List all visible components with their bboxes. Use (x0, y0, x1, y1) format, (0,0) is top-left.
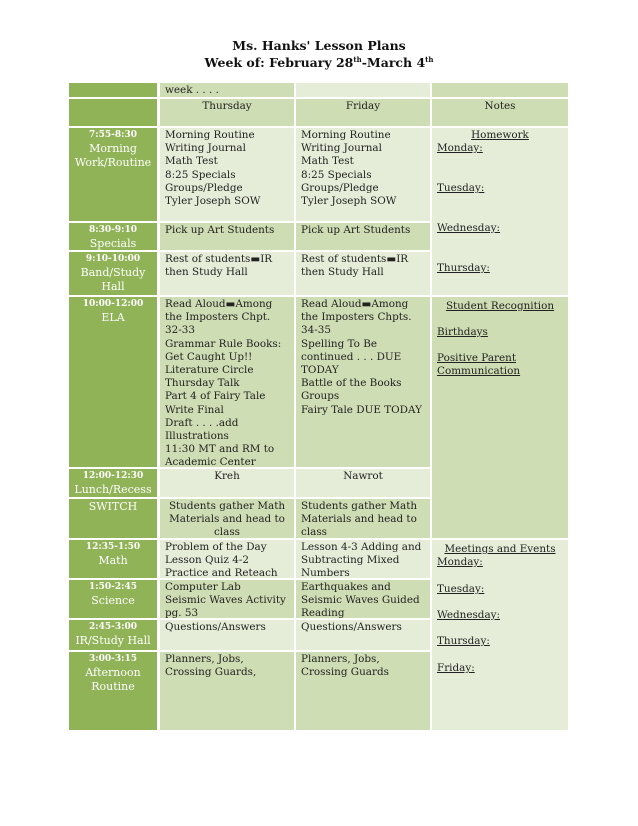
meetings-day: Thursday: (437, 635, 490, 647)
thursday-plan-cell: Rest of students▬IR then Study Hall (160, 252, 294, 295)
friday-plan-cell: Questions/Answers (296, 620, 430, 650)
recognition-item: Positive Parent Communication (437, 352, 521, 378)
thursday-plan-cell: Questions/Answers (160, 620, 294, 650)
friday-plan-cell: Morning Routine Writing Journal Math Test 8:25 Specials Groups/Pledge Tyler Joseph SOW (296, 128, 430, 221)
slot-label: Lunch/Recess (74, 483, 152, 496)
friday-plan-cell: Pick up Art Students (296, 223, 430, 250)
page-title: Ms. Hanks' Lesson Plans (232, 38, 406, 53)
time-slot-cell (69, 620, 157, 650)
thursday-plan-cell: Kreh (160, 469, 294, 497)
recognition-heading: Student Recognition (445, 300, 555, 312)
friday-plan-cell: Read Aloud▬Among the Imposters Chpts. 34-35 Spelling To Be continued . . . DUE TODAY Battle of the Books Groups Fairy Tale DUE TODAY (296, 297, 430, 467)
thursday-plan-cell: Pick up Art Students (160, 223, 294, 250)
time-range: 9:10-10:00 (85, 254, 141, 264)
time-slot-cell (69, 580, 157, 618)
slot-label: Morning Work/Routine (74, 142, 152, 169)
slot-label: ELA (101, 311, 125, 324)
header-friday: Friday (296, 99, 430, 126)
thursday-plan-cell: Problem of the Day Lesson Quiz 4-2 Practice and Reteach (160, 540, 294, 578)
thursday-plan-cell: Planners, Jobs, Crossing Guards, (160, 652, 294, 730)
notes-homework (432, 128, 568, 295)
corner-cell (69, 83, 157, 97)
week-end: -March 4 (361, 55, 426, 71)
friday-plan-cell: Rest of students▬IR then Study Hall (296, 252, 430, 295)
header-time (69, 99, 157, 126)
time-range: 2:45-3:00 (89, 622, 137, 632)
time-range: 8:30-9:10 (89, 225, 137, 235)
top-note-thursday: week . . . . (160, 83, 294, 97)
time-range: 12:35-1:50 (85, 542, 141, 552)
thursday-plan-cell: Read Aloud▬Among the Imposters Chpt. 32-33 Grammar Rule Books: Get Caught Up!! Literature Circle Thursday Talk Part 4 of Fairy Tale Write Final Draft . . . .add Illustrations 11:30 MT and RM to Academic Center (160, 297, 294, 467)
friday-plan-cell: Nawrot (296, 469, 430, 497)
time-slot-cell (69, 499, 157, 538)
time-slot-cell (69, 652, 157, 730)
time-slot-cell (69, 297, 157, 467)
slot-label: IR/Study Hall (75, 634, 151, 647)
top-note-friday (296, 83, 430, 97)
notes-meetings (432, 540, 568, 730)
time-range: 7:55-8:30 (89, 130, 137, 140)
homework-day: Thursday: (437, 262, 490, 274)
homework-day: Wednesday: (437, 222, 501, 234)
recognition-item: Birthdays (437, 326, 488, 338)
week-of (0, 55, 638, 70)
time-slot-cell (69, 128, 157, 221)
meetings-day: Friday: (437, 662, 475, 674)
meetings-day: Wednesday: (437, 609, 501, 621)
slot-label: Band/Study Hall (80, 266, 146, 293)
friday-plan-cell: Students gather Math Materials and head to class (296, 499, 430, 538)
header-thursday: Thursday (160, 99, 294, 126)
time-slot-cell (69, 252, 157, 295)
friday-plan-cell: Earthquakes and Seismic Waves Guided Reading (296, 580, 430, 618)
homework-heading: Homework (471, 129, 529, 141)
meetings-day: Tuesday: (437, 583, 485, 595)
time-range: 12:00-12:30 (82, 471, 144, 481)
week-start: Week of: February 28 (204, 55, 354, 71)
thursday-plan-cell: Morning Routine Writing Journal Math Test 8:25 Specials Groups/Pledge Tyler Joseph SOW (160, 128, 294, 221)
time-slot-cell (69, 223, 157, 250)
meetings-day: Monday: (437, 556, 483, 568)
time-range: 10:00-12:00 (82, 299, 144, 309)
slot-label: Specials (89, 237, 137, 250)
time-slot-cell (69, 469, 157, 497)
meetings-heading: Meetings and Events (444, 543, 556, 555)
sup: th (425, 55, 434, 64)
time-range: 1:50-2:45 (89, 582, 137, 592)
time-range: 3:00-3:15 (89, 654, 137, 664)
homework-day: Tuesday: (437, 182, 485, 194)
friday-plan-cell: Planners, Jobs, Crossing Guards (296, 652, 430, 730)
top-note-notes (432, 83, 568, 97)
homework-day: Monday: (437, 142, 483, 154)
sup: th (353, 55, 362, 64)
time-slot-cell (69, 540, 157, 578)
thursday-plan-cell: Computer Lab Seismic Waves Activity pg. 53 (160, 580, 294, 618)
slot-label: Afternoon Routine (85, 666, 141, 693)
notes-recognition (432, 297, 568, 538)
slot-label: SWITCH (88, 500, 138, 513)
friday-plan-cell: Lesson 4-3 Adding and Subtracting Mixed Numbers (296, 540, 430, 578)
slot-label: Science (91, 594, 135, 607)
header-notes: Notes (432, 99, 568, 126)
thursday-plan-cell: Students gather Math Materials and head to class (160, 499, 294, 538)
slot-label: Math (98, 554, 128, 567)
